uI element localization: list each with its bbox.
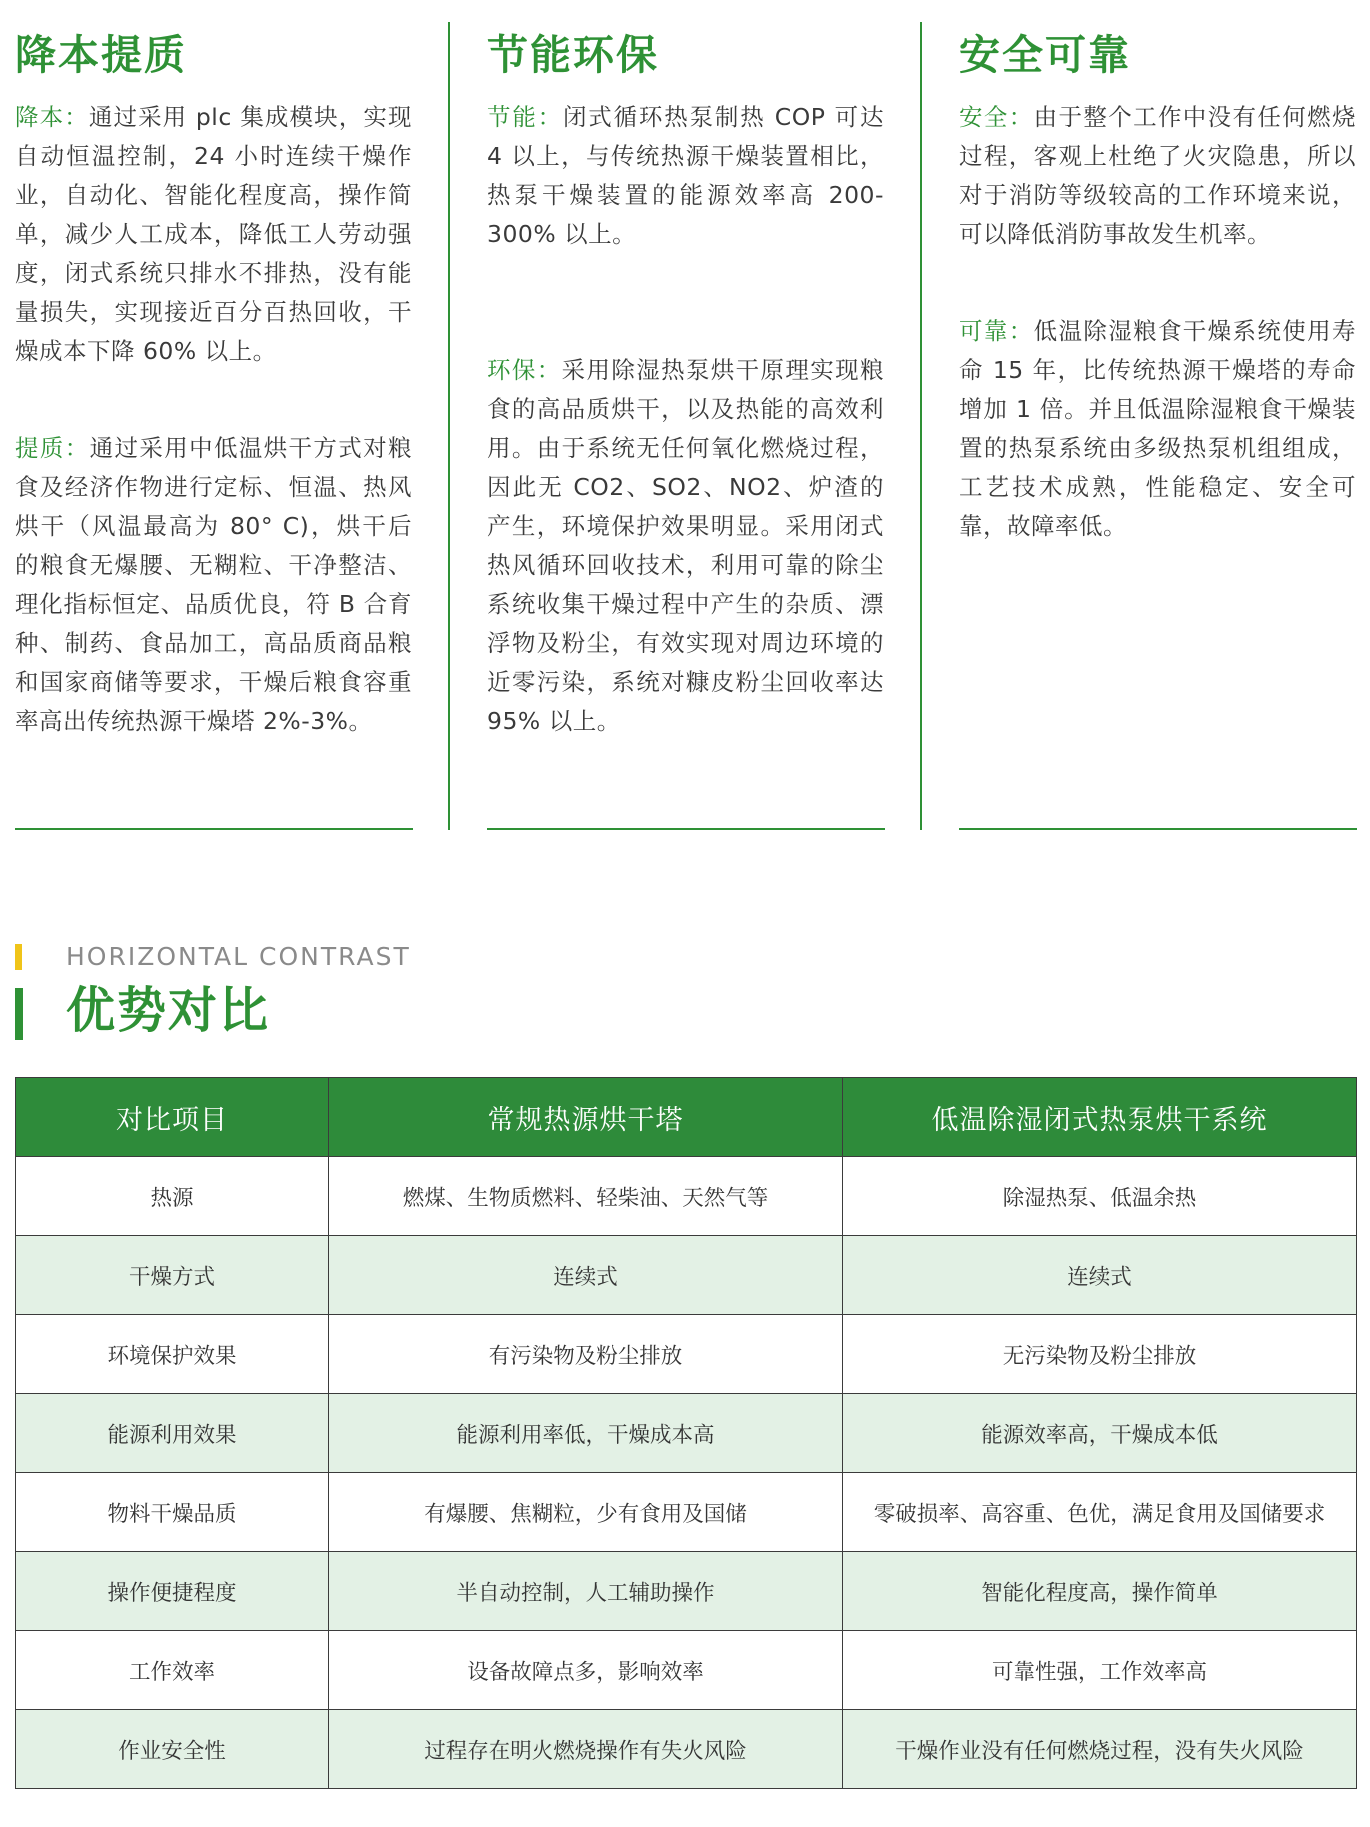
table-row xyxy=(16,1236,1357,1315)
table-cell: 连续式 xyxy=(329,1236,843,1315)
feature-column-energy-environment xyxy=(487,30,884,741)
table-cell: 热源 xyxy=(16,1157,329,1236)
column-divider xyxy=(448,22,450,830)
feature-text: 闭式循环热泵制热 COP 可达 4 以上，与传统热源干燥装置相比，热泵干燥装置的能源效率高 200-300% 以上。 xyxy=(487,103,884,248)
features-section xyxy=(0,0,1370,840)
table-cell: 可靠性强，工作效率高 xyxy=(843,1631,1357,1710)
feature-text: 低温除湿粮食干燥系统使用寿命 15 年，比传统热源干燥塔的寿命增加 1 倍。并且低温除湿粮食干燥装置的热泵系统由多级热泵机组组成，工艺技术成熟，性能稳定、安全可靠，故障率低。 xyxy=(959,317,1357,540)
feature-paragraph xyxy=(15,429,412,741)
feature-label: 提质： xyxy=(15,434,90,462)
column-divider xyxy=(920,22,922,830)
feature-title: 安全可靠 xyxy=(959,31,1131,79)
feature-column-cost-quality xyxy=(15,30,412,741)
feature-paragraph xyxy=(959,98,1356,254)
table-cell: 能源利用效果 xyxy=(16,1394,329,1473)
feature-text: 由于整个工作中没有任何燃烧过程，客观上杜绝了火灾隐患，所以对于消防等级较高的工作环境来说，可以降低消防事故发生机率。 xyxy=(959,103,1357,248)
feature-column-safety-reliability xyxy=(959,30,1356,546)
column-bottom-rule xyxy=(15,828,413,830)
table-row xyxy=(16,1394,1357,1473)
table-row xyxy=(16,1473,1357,1552)
table-cell: 环境保护效果 xyxy=(16,1315,329,1394)
feature-paragraph xyxy=(487,98,884,254)
table-cell: 智能化程度高，操作简单 xyxy=(843,1552,1357,1631)
feature-paragraph xyxy=(15,98,412,371)
feature-title: 降本提质 xyxy=(15,31,187,79)
feature-paragraph xyxy=(487,351,884,741)
feature-label: 可靠： xyxy=(959,317,1034,345)
table-cell: 燃煤、生物质燃料、轻柴油、天然气等 xyxy=(329,1157,843,1236)
table-cell: 零破损率、高容重、色优，满足食用及国储要求 xyxy=(843,1473,1357,1552)
table-cell: 有污染物及粉尘排放 xyxy=(329,1315,843,1394)
table-cell: 除湿热泵、低温余热 xyxy=(843,1157,1357,1236)
accent-bar-green xyxy=(15,988,23,1040)
table-cell: 过程存在明火燃烧操作有失火风险 xyxy=(329,1710,843,1789)
feature-text: 通过采用 plc 集成模块，实现自动恒温控制，24 小时连续干燥作业，自动化、智能化程度高，操作简单，减少人工成本，降低工人劳动强度，闭式系统只排水不排热，没有能量损失，实现接近百分百热回收，干燥成本下降 60% 以上。 xyxy=(15,103,412,365)
table-cell: 物料干燥品质 xyxy=(16,1473,329,1552)
feature-title: 节能环保 xyxy=(487,31,659,79)
table-cell: 连续式 xyxy=(843,1236,1357,1315)
feature-paragraph xyxy=(959,312,1356,546)
table-cell: 工作效率 xyxy=(16,1631,329,1710)
table-cell: 操作便捷程度 xyxy=(16,1552,329,1631)
feature-label: 降本： xyxy=(15,103,89,131)
table-row xyxy=(16,1710,1357,1789)
feature-text: 采用除湿热泵烘干原理实现粮食的高品质烘干，以及热能的高效利用。由于系统无任何氧化燃烧过程，因此无 CO2、SO2、NO2、炉渣的产生，环境保护效果明显。采用闭式热风循环回收技术，利用可靠的除尘系统收集干燥过程中产生的杂质、漂浮物及粉尘，有效实现对周边环境的近零污染，系统对糠皮粉尘回收率达 95% 以上。 xyxy=(487,356,885,735)
table-row xyxy=(16,1552,1357,1631)
column-bottom-rule xyxy=(959,828,1357,830)
feature-label: 环保： xyxy=(487,356,562,384)
accent-bar-yellow xyxy=(15,944,22,970)
feature-label: 安全： xyxy=(959,103,1034,131)
header-cell-item: 对比项目 xyxy=(16,1078,329,1157)
table-row xyxy=(16,1157,1357,1236)
comparison-table xyxy=(15,1077,1357,1789)
feature-label: 节能： xyxy=(487,103,563,131)
table-cell: 能源利用率低，干燥成本高 xyxy=(329,1394,843,1473)
column-bottom-rule xyxy=(487,828,885,830)
table-header-row xyxy=(16,1078,1357,1157)
table-cell: 能源效率高，干燥成本低 xyxy=(843,1394,1357,1473)
table-row xyxy=(16,1315,1357,1394)
comparison-section-heading xyxy=(0,940,1370,1040)
table-cell: 无污染物及粉尘排放 xyxy=(843,1315,1357,1394)
header-cell-heat-pump: 低温除湿闭式热泵烘干系统 xyxy=(843,1078,1357,1157)
header-cell-conventional: 常规热源烘干塔 xyxy=(329,1078,843,1157)
table-cell: 干燥方式 xyxy=(16,1236,329,1315)
section-subtitle-en: HORIZONTAL CONTRAST xyxy=(66,942,411,971)
table-cell: 干燥作业没有任何燃烧过程，没有失火风险 xyxy=(843,1710,1357,1789)
feature-text: 通过采用中低温烘干方式对粮食及经济作物进行定标、恒温、热风烘干（风温最高为 80° C)，烘干后的粮食无爆腰、无糊粒、干净整洁、理化指标恒定、品质优良，符 B 合育种、制药、食品加工，高品质商品粮和国家商储等要求，干燥后粮食容重率高出传统热源干燥塔 2%-3%。 xyxy=(15,434,413,735)
section-title: 优势对比 xyxy=(66,982,271,1039)
table-row xyxy=(16,1631,1357,1710)
table-cell: 作业安全性 xyxy=(16,1710,329,1789)
table-cell: 半自动控制，人工辅助操作 xyxy=(329,1552,843,1631)
table-cell: 有爆腰、焦糊粒，少有食用及国储 xyxy=(329,1473,843,1552)
table-cell: 设备故障点多，影响效率 xyxy=(329,1631,843,1710)
